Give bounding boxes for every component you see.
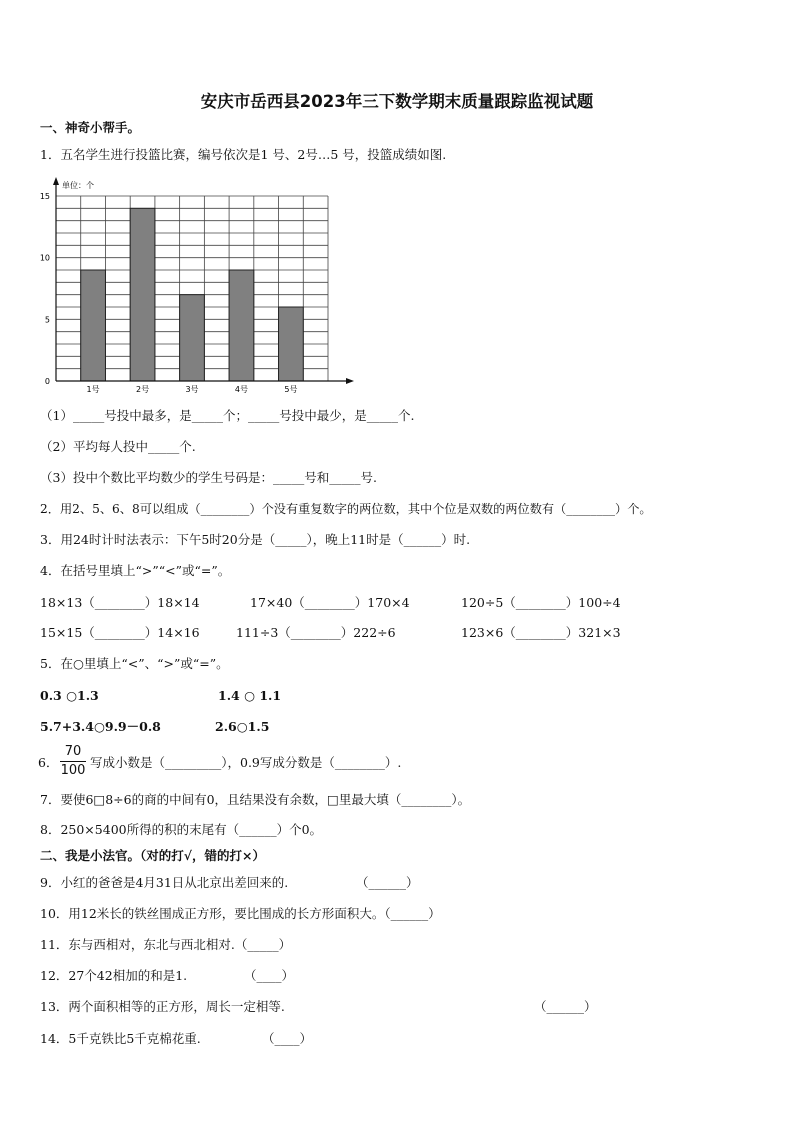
chart-labels [40,180,298,394]
q4-item: 111÷3（________）222÷6 [236,625,396,640]
fraction-numerator: 70 [60,744,86,762]
question-10: 10．用12米长的铁丝围成正方形，要比围成的长方形面积大。（______） [40,906,441,921]
y-tick-label: 0 [44,377,50,386]
section-2-heading: 二、我是小法官。（对的打√，错的打×） [40,848,265,863]
question-13: 13．两个面积相等的正方形，周长一定相等. [40,999,285,1014]
bar [130,208,155,381]
q5-item: 2.6○1.5 [215,719,270,734]
answer-blank: （______） [534,999,597,1014]
fraction-denominator: 100 [60,763,86,778]
question-11: 11．东与西相对，东北与西北相对.（_____） [40,937,292,952]
question-1-part-3: （3）投中个数比平均数少的学生号码是：_____号和_____号. [40,470,377,485]
question-3: 3．用24时计时法表示：下午5时20分是（_____），晚上11时是（______）时. [40,532,471,547]
y-axis-arrow [53,177,59,185]
question-2: 2．用2、5、6、8可以组成（________）个没有重复数字的两位数，其中个位是双数的两位数有（________）个。 [40,502,652,516]
fraction [60,744,86,779]
x-tick-label: 2号 [135,385,150,394]
question-5: 5．在○里填上“<”、“>”或“=”。 [40,656,229,671]
question-1: 1．五名学生进行投篮比赛，编号依次是1 号、2号…5 号，投篮成绩如图. [40,147,447,162]
q4-item: 15×15（________）14×16 [40,625,200,640]
q5-item: 1.4 ○ 1.1 [218,688,282,703]
question-7: 7．要使6□8÷6的商的中间有0，且结果没有余数，□里最大填（________）。 [40,792,471,807]
q4-item: 18×13（________）18×14 [40,595,200,610]
question-1-part-1: （1）_____号投中最多，是_____个；_____号投中最少，是_____个. [40,408,415,423]
bar [81,270,106,381]
bar [279,307,304,381]
x-tick-label: 5号 [284,385,298,394]
unit-label: 单位：个 [62,181,94,190]
question-14: 14．5千克铁比5千克棉花重. [40,1031,201,1046]
question-1-part-2: （2）平均每人投中_____个. [40,439,196,454]
page-title: 安庆市岳西县2023年三下数学期末质量跟踪监视试题 [200,92,594,111]
question-8: 8．250×5400所得的积的末尾有（______）个0。 [40,822,323,837]
x-tick-label: 4号 [234,385,249,394]
question-12: 12．27个42相加的和是1. [40,968,188,983]
x-axis-arrow [346,378,354,384]
answer-blank: （______） [356,875,419,890]
q4-item: 123×6（________）321×3 [461,625,621,640]
bar [229,270,254,381]
question-4: 4．在括号里填上“>”“<”或“=”。 [40,563,231,578]
q5-item: 5.7+3.4○9.9－0.8 [40,719,161,734]
question-9: 9．小红的爸爸是4月31日从北京出差回来的. [40,875,289,890]
question-6-number: 6． [38,755,59,770]
y-tick-label: 10 [39,253,50,263]
question-6: 写成小数是（_________），0.9写成分数是（________）. [90,755,402,770]
answer-blank: （____） [262,1031,313,1046]
q4-item: 120÷5（________）100÷4 [461,595,621,610]
answer-blank: （____） [244,968,295,983]
bar [180,295,205,381]
x-tick-label: 3号 [185,385,199,394]
x-tick-label: 1号 [86,385,100,394]
bar-chart [36,174,356,396]
y-tick-label: 5 [44,315,50,325]
section-1-heading: 一、神奇小帮手。 [40,120,141,135]
q5-item: 0.3 ○1.3 [40,688,99,703]
y-tick-label: 15 [39,192,50,201]
q4-item: 17×40（________）170×4 [250,595,410,610]
